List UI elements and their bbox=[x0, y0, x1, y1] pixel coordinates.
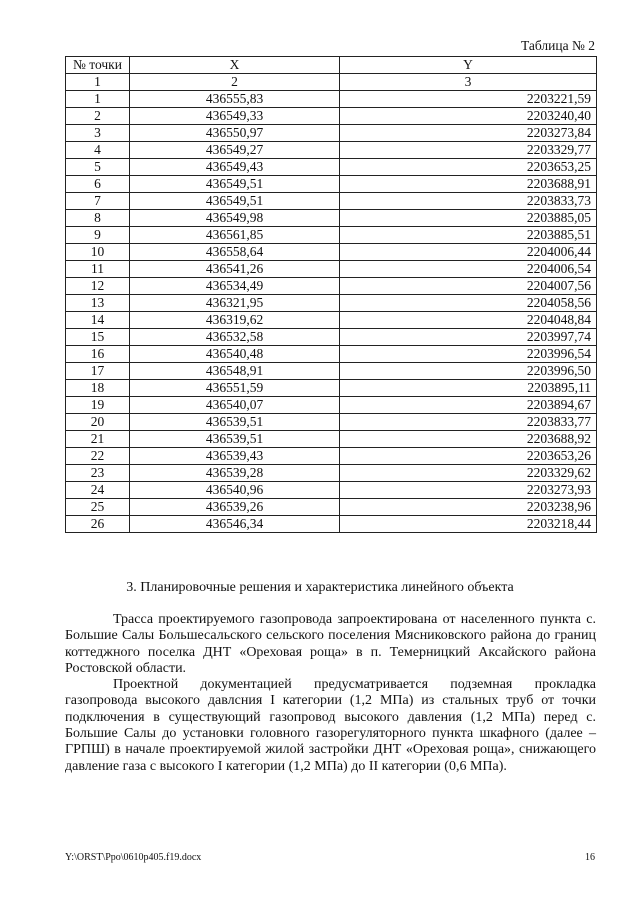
y-coordinate-cell: 2204007,56 bbox=[340, 278, 597, 295]
point-number-cell: 10 bbox=[66, 244, 130, 261]
x-coordinate-cell: 436549,51 bbox=[130, 193, 340, 210]
column-number: 3 bbox=[340, 74, 597, 91]
footer-file-path: Y:\ORST\Ppo\0610p405.f19.docx bbox=[65, 852, 202, 863]
table-row bbox=[66, 448, 597, 465]
point-number-cell: 11 bbox=[66, 261, 130, 278]
y-coordinate-cell: 2203688,92 bbox=[340, 431, 597, 448]
table-row bbox=[66, 108, 597, 125]
table-row bbox=[66, 210, 597, 227]
x-coordinate-cell: 436549,43 bbox=[130, 159, 340, 176]
table-row bbox=[66, 363, 597, 380]
x-coordinate-cell: 436540,48 bbox=[130, 346, 340, 363]
x-coordinate-cell: 436550,97 bbox=[130, 125, 340, 142]
x-coordinate-cell: 436539,28 bbox=[130, 465, 340, 482]
point-number-cell: 4 bbox=[66, 142, 130, 159]
x-coordinate-cell: 436319,62 bbox=[130, 312, 340, 329]
y-coordinate-cell: 2203240,40 bbox=[340, 108, 597, 125]
point-number-cell: 6 bbox=[66, 176, 130, 193]
point-number-cell: 20 bbox=[66, 414, 130, 431]
y-coordinate-cell: 2203273,84 bbox=[340, 125, 597, 142]
x-coordinate-cell: 436555,83 bbox=[130, 91, 340, 108]
point-number-cell: 23 bbox=[66, 465, 130, 482]
x-coordinate-cell: 436540,07 bbox=[130, 397, 340, 414]
point-number-cell: 3 bbox=[66, 125, 130, 142]
body-text bbox=[65, 612, 596, 775]
table-row bbox=[66, 329, 597, 346]
point-number-cell: 2 bbox=[66, 108, 130, 125]
table-row bbox=[66, 499, 597, 516]
x-coordinate-cell: 436540,96 bbox=[130, 482, 340, 499]
x-coordinate-cell: 436539,43 bbox=[130, 448, 340, 465]
y-coordinate-cell: 2203894,67 bbox=[340, 397, 597, 414]
point-number-cell: 7 bbox=[66, 193, 130, 210]
y-coordinate-cell: 2203653,26 bbox=[340, 448, 597, 465]
header-point-number: № точки bbox=[66, 57, 130, 74]
section-title: 3. Планировочные решения и характеристика линейного объекта bbox=[126, 580, 514, 595]
table-row bbox=[66, 125, 597, 142]
table-row bbox=[66, 346, 597, 363]
table-row bbox=[66, 244, 597, 261]
point-number-cell: 12 bbox=[66, 278, 130, 295]
y-coordinate-cell: 2203238,96 bbox=[340, 499, 597, 516]
table-row bbox=[66, 414, 597, 431]
x-coordinate-cell: 436561,85 bbox=[130, 227, 340, 244]
point-number-cell: 15 bbox=[66, 329, 130, 346]
y-coordinate-cell: 2203996,50 bbox=[340, 363, 597, 380]
x-coordinate-cell: 436539,51 bbox=[130, 414, 340, 431]
table-row bbox=[66, 295, 597, 312]
paragraph: Трасса проектируемого газопровода запроектирована от населенного пункта с. Большие Салы Большесальского сельского поселения Мясниковского района до границ коттеджного поселка ДНТ «Ореховая роща» в п. Темерницкий Аксайского района Ростовской области. bbox=[65, 612, 596, 676]
x-coordinate-cell: 436549,33 bbox=[130, 108, 340, 125]
y-coordinate-cell: 2204048,84 bbox=[340, 312, 597, 329]
y-coordinate-cell: 2204006,54 bbox=[340, 261, 597, 278]
table-row bbox=[66, 516, 597, 533]
table-row bbox=[66, 261, 597, 278]
point-number-cell: 5 bbox=[66, 159, 130, 176]
table-row bbox=[66, 380, 597, 397]
y-coordinate-cell: 2203218,44 bbox=[340, 516, 597, 533]
y-coordinate-cell: 2203895,11 bbox=[340, 380, 597, 397]
table-row bbox=[66, 142, 597, 159]
x-coordinate-cell: 436549,98 bbox=[130, 210, 340, 227]
column-number-row bbox=[66, 74, 597, 91]
header-y: Y bbox=[340, 57, 597, 74]
x-coordinate-cell: 436539,51 bbox=[130, 431, 340, 448]
page-number: 16 bbox=[585, 852, 595, 863]
y-coordinate-cell: 2204006,44 bbox=[340, 244, 597, 261]
table-row bbox=[66, 312, 597, 329]
x-coordinate-cell: 436548,91 bbox=[130, 363, 340, 380]
point-number-cell: 24 bbox=[66, 482, 130, 499]
table-row bbox=[66, 227, 597, 244]
x-coordinate-cell: 436558,64 bbox=[130, 244, 340, 261]
table-row bbox=[66, 278, 597, 295]
y-coordinate-cell: 2203688,91 bbox=[340, 176, 597, 193]
header-x: X bbox=[130, 57, 340, 74]
y-coordinate-cell: 2203329,77 bbox=[340, 142, 597, 159]
x-coordinate-cell: 436532,58 bbox=[130, 329, 340, 346]
y-coordinate-cell: 2203653,25 bbox=[340, 159, 597, 176]
y-coordinate-cell: 2203885,51 bbox=[340, 227, 597, 244]
x-coordinate-cell: 436321,95 bbox=[130, 295, 340, 312]
y-coordinate-cell: 2203885,05 bbox=[340, 210, 597, 227]
table-header-row bbox=[66, 57, 597, 74]
y-coordinate-cell: 2204058,56 bbox=[340, 295, 597, 312]
table-row bbox=[66, 397, 597, 414]
x-coordinate-cell: 436549,27 bbox=[130, 142, 340, 159]
point-number-cell: 9 bbox=[66, 227, 130, 244]
table-row bbox=[66, 465, 597, 482]
point-number-cell: 25 bbox=[66, 499, 130, 516]
y-coordinate-cell: 2203273,93 bbox=[340, 482, 597, 499]
y-coordinate-cell: 2203996,54 bbox=[340, 346, 597, 363]
point-number-cell: 14 bbox=[66, 312, 130, 329]
table-row bbox=[66, 193, 597, 210]
point-number-cell: 16 bbox=[66, 346, 130, 363]
y-coordinate-cell: 2203833,77 bbox=[340, 414, 597, 431]
point-number-cell: 1 bbox=[66, 91, 130, 108]
coordinates-table bbox=[65, 56, 597, 533]
x-coordinate-cell: 436541,26 bbox=[130, 261, 340, 278]
column-number: 1 bbox=[66, 74, 130, 91]
point-number-cell: 13 bbox=[66, 295, 130, 312]
x-coordinate-cell: 436546,34 bbox=[130, 516, 340, 533]
point-number-cell: 22 bbox=[66, 448, 130, 465]
point-number-cell: 18 bbox=[66, 380, 130, 397]
point-number-cell: 19 bbox=[66, 397, 130, 414]
y-coordinate-cell: 2203221,59 bbox=[340, 91, 597, 108]
y-coordinate-cell: 2203997,74 bbox=[340, 329, 597, 346]
point-number-cell: 26 bbox=[66, 516, 130, 533]
x-coordinate-cell: 436549,51 bbox=[130, 176, 340, 193]
table-caption: Таблица № 2 bbox=[521, 38, 595, 53]
y-coordinate-cell: 2203833,73 bbox=[340, 193, 597, 210]
point-number-cell: 21 bbox=[66, 431, 130, 448]
point-number-cell: 8 bbox=[66, 210, 130, 227]
x-coordinate-cell: 436534,49 bbox=[130, 278, 340, 295]
table-row bbox=[66, 431, 597, 448]
table-row bbox=[66, 159, 597, 176]
table-row bbox=[66, 176, 597, 193]
point-number-cell: 17 bbox=[66, 363, 130, 380]
table-row bbox=[66, 91, 597, 108]
table-row bbox=[66, 482, 597, 499]
x-coordinate-cell: 436551,59 bbox=[130, 380, 340, 397]
y-coordinate-cell: 2203329,62 bbox=[340, 465, 597, 482]
column-number: 2 bbox=[130, 74, 340, 91]
x-coordinate-cell: 436539,26 bbox=[130, 499, 340, 516]
paragraph: Проектной документацией предусматривается подземная прокладка газопровода высокого давлсния I категории (1,2 МПа) из стальных труб от точки подключения в существующий газопровод высокого давления (1,2 МПа) перед с. Большие Салы до установки головного газорегуляторного пункта шкафного (далее – ГРПШ) в начале проектируемой жилой застройки ДНТ «Ореховая роща», снижающего давление газа с высокого I категории (1,2 МПа) до II категории (0,6 МПа). bbox=[65, 677, 596, 774]
